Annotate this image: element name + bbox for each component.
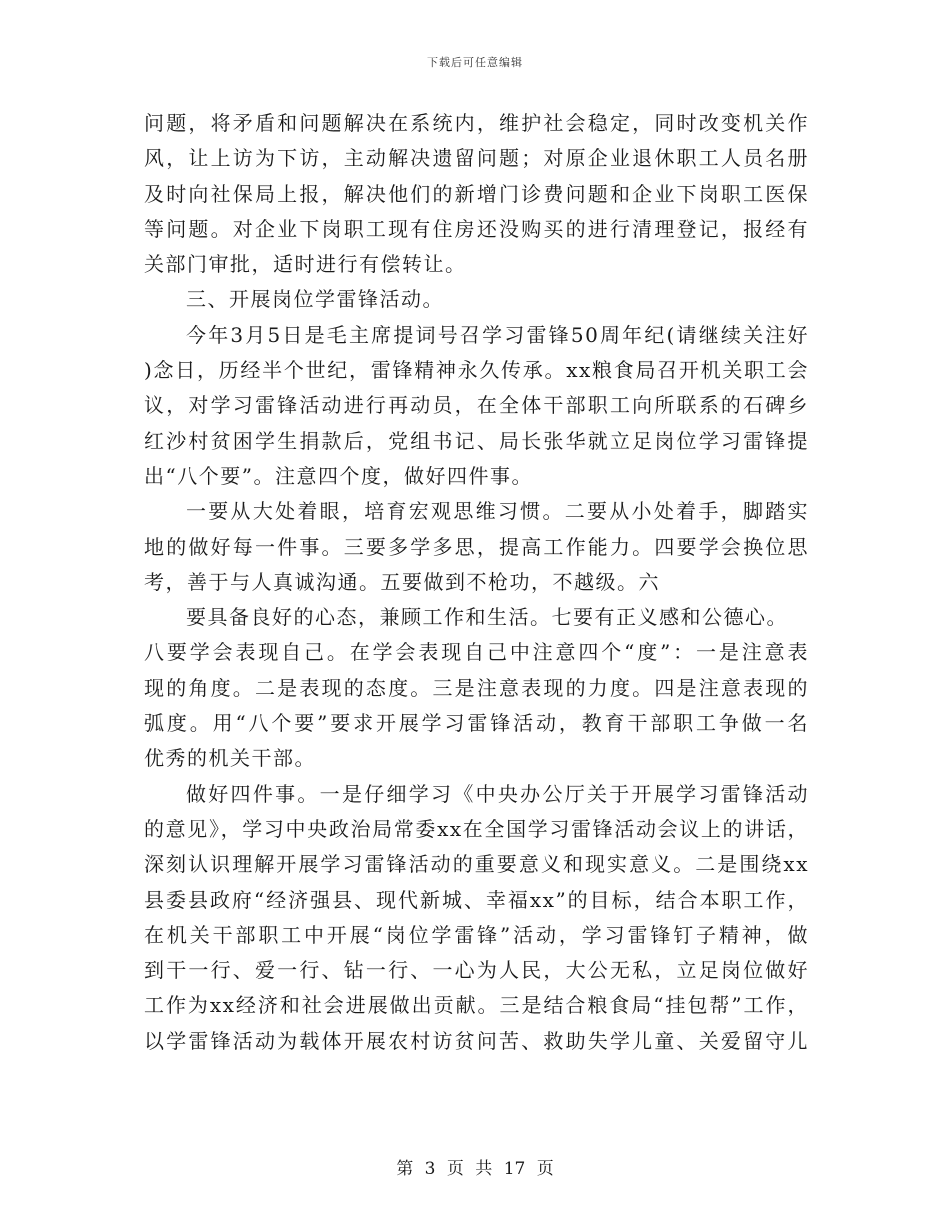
text-line: 工作为xx经济和社会进展做出贡献。三是结合粮食局“挂包帮”工作， <box>144 993 809 1018</box>
text-line: 现的角度。二是表现的态度。三是注意表现的力度。四是注意表现的 <box>144 675 809 700</box>
page-footer: 第 3 页 共 17 页 <box>396 1159 554 1179</box>
text-line: 到干一行、爱一行、钻一行、一心为人民，大公无私，立足岗位做好 <box>144 958 809 983</box>
document-body <box>144 106 809 1059</box>
text-line: )念日，历经半个世纪，雷锋精神永久传承。xx粮食局召开机关职工会 <box>144 358 809 383</box>
text-line: 做好四件事。一是仔细学习《中央办公厅关于开展学习雷锋活动 <box>186 781 809 806</box>
text-line: 八要学会表现自己。在学会表现自己中注意四个“度”：一是注意表 <box>144 640 809 665</box>
text-line: 在机关干部职工中开展“岗位学雷锋”活动，学习雷锋钉子精神，做 <box>144 922 809 947</box>
text-line: 优秀的机关干部。 <box>144 746 316 771</box>
text-line: 以学雷锋活动为载体开展农村访贫问苦、救助失学儿童、关爱留守儿 <box>144 1028 809 1053</box>
text-line: 县委县政府“经济强县、现代新城、幸福xx”的目标，结合本职工作， <box>144 887 809 912</box>
text-line: 要具备良好的心态，兼顾工作和生活。七要有正义感和公德心。 <box>186 605 788 630</box>
text-line: 地的做好每一件事。三要多学多思，提高工作能力。四要学会换位思 <box>144 534 809 559</box>
text-line: 关部门审批，适时进行有偿转让。 <box>144 252 467 277</box>
text-line: 议，对学习雷锋活动进行再动员，在全体干部职工向所联系的石碑乡 <box>144 393 809 418</box>
text-line: 今年3月5日是毛主席提词号召学习雷锋50周年纪(请继续关注好 <box>186 322 809 347</box>
text-line: 一要从大处着眼，培育宏观思维习惯。二要从小处着手，脚踏实 <box>186 499 809 524</box>
text-line: 等问题。对企业下岗职工现有住房还没购买的进行清理登记，报经有 <box>144 216 809 241</box>
text-line: 考，善于与人真诚沟通。五要做到不枪功，不越级。六 <box>144 569 660 594</box>
page-header: 下载后可任意编辑 <box>427 56 523 69</box>
text-line: 及时向社保局上报，解决他们的新增门诊费问题和企业下岗职工医保 <box>144 181 809 206</box>
text-line: 的意见》，学习中央政治局常委xx在全国学习雷锋活动会议上的讲话， <box>144 816 809 841</box>
text-line: 问题，将矛盾和问题解决在系统内，维护社会稳定，同时改变机关作 <box>144 111 809 135</box>
text-line: 风，让上访为下访，主动解决遗留问题；对原企业退休职工人员名册 <box>144 146 809 171</box>
text-line: 出“八个要”。注意四个度，做好四件事。 <box>144 463 533 488</box>
text-line: 深刻认识理解开展学习雷锋活动的重要意义和现实意义。二是围绕xx <box>144 852 809 877</box>
text-line: 弧度。用“八个要”要求开展学习雷锋活动，教育干部职工争做一名 <box>144 711 809 736</box>
text-line: 三、开展岗位学雷锋活动。 <box>186 287 444 312</box>
text-line: 红沙村贫困学生捐款后，党组书记、局长张华就立足岗位学习雷锋提 <box>144 428 809 453</box>
